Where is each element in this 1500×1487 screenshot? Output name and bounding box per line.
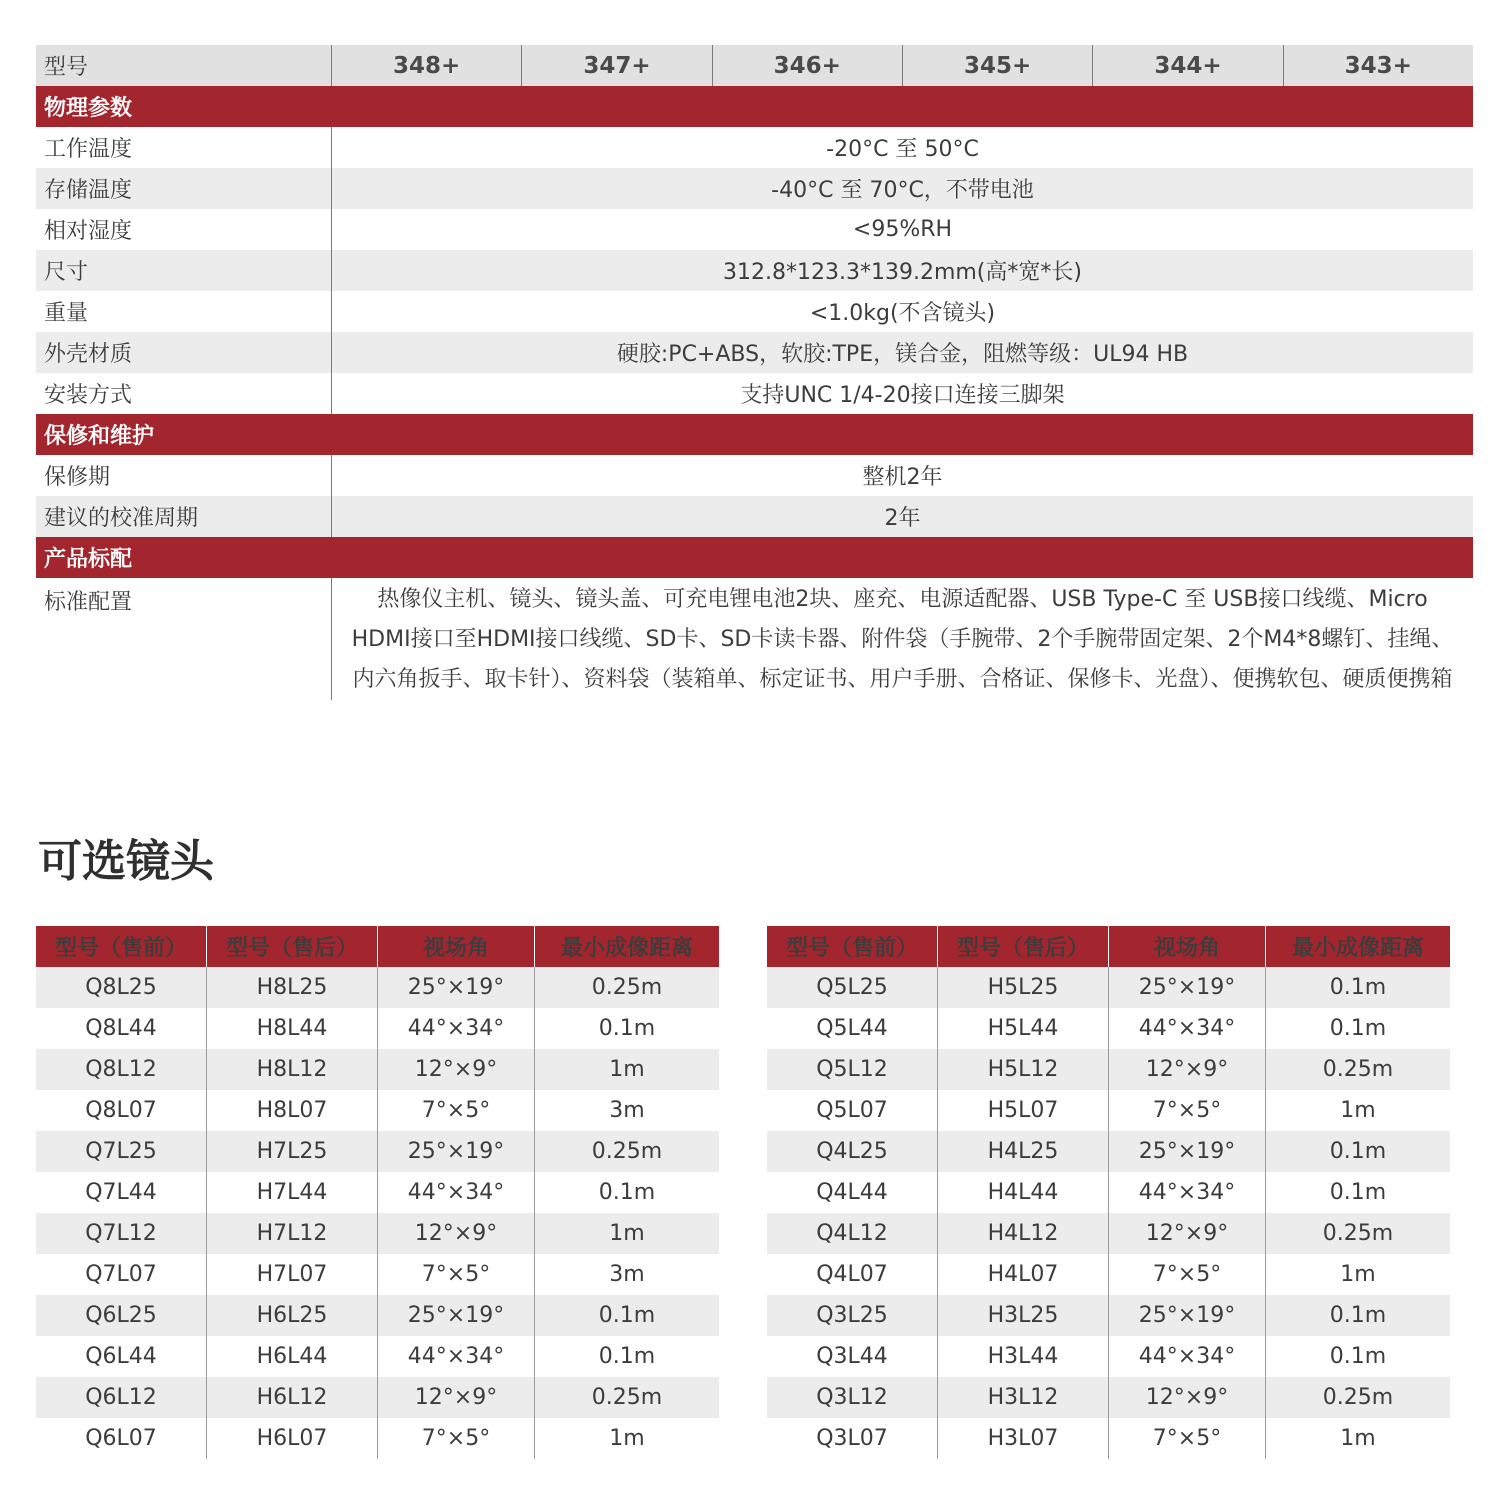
- lens-cell: 25°×19°: [1109, 967, 1266, 1008]
- spec-label: 存储温度: [36, 168, 332, 209]
- lens-cell: 0.1m: [1329, 1016, 1387, 1041]
- lens-cell: 0.1m: [1329, 1344, 1387, 1369]
- lens-cell: 0.25m: [591, 975, 663, 1000]
- lens-cell: 0.1m: [1329, 1139, 1387, 1164]
- lens-cell: 1m: [609, 1221, 645, 1246]
- lens-row: [767, 1172, 1450, 1213]
- lens-row: [36, 967, 719, 1008]
- lens-cell: H6L07: [207, 1418, 378, 1459]
- spec-row: [36, 209, 1473, 250]
- lens-header-cell: 型号（售前）: [36, 926, 207, 967]
- lens-row: [767, 1008, 1450, 1049]
- lens-cell: H8L07: [207, 1090, 378, 1131]
- lens-cell: H6L44: [207, 1336, 378, 1377]
- spec-value: -20°C 至 50°C: [826, 137, 979, 162]
- lens-header-cell: 视场角: [1109, 926, 1266, 967]
- lens-cell: Q7L25: [36, 1131, 207, 1172]
- lens-row: [36, 1172, 719, 1213]
- lens-cell: H7L44: [207, 1172, 378, 1213]
- spec-row: [36, 578, 1473, 700]
- spec-label: 工作温度: [36, 127, 332, 168]
- lens-row: [36, 1049, 719, 1090]
- lens-row: [767, 1049, 1450, 1090]
- lens-cell: Q3L12: [767, 1377, 938, 1418]
- lens-cell: Q8L44: [36, 1008, 207, 1049]
- lens-cell: 1m: [609, 1057, 645, 1082]
- lens-cell: 7°×5°: [378, 1254, 535, 1295]
- lens-header-cell: 最小成像距离: [560, 936, 693, 961]
- lens-cell: H3L07: [938, 1418, 1109, 1459]
- lens-cell: Q4L07: [767, 1254, 938, 1295]
- lens-cell: 1m: [1340, 1098, 1376, 1123]
- lens-cell: Q4L25: [767, 1131, 938, 1172]
- lens-cell: H6L25: [207, 1295, 378, 1336]
- lens-row: [767, 1336, 1450, 1377]
- spec-header-label: 型号: [36, 45, 332, 86]
- lens-table-left: [36, 926, 719, 1459]
- lens-cell: 44°×34°: [378, 1336, 535, 1377]
- lens-cell: Q7L12: [36, 1213, 207, 1254]
- lens-cell: H3L12: [938, 1377, 1109, 1418]
- lens-cell: Q4L12: [767, 1213, 938, 1254]
- spec-header-row: [36, 45, 1473, 86]
- lens-cell: H6L12: [207, 1377, 378, 1418]
- config-line: 内六角扳手、取卡针）、资料袋（装箱单、标定证书、用户手册、合格证、保修卡、光盘）、便携软包、硬质便携箱: [352, 667, 1453, 692]
- lens-cell: H4L44: [938, 1172, 1109, 1213]
- lens-cell: H7L25: [207, 1131, 378, 1172]
- lens-cell: Q5L12: [767, 1049, 938, 1090]
- spec-value: 2年: [884, 506, 921, 531]
- lens-cell: 0.25m: [1322, 1057, 1394, 1082]
- lens-cell: 25°×19°: [378, 1295, 535, 1336]
- lens-cell: Q7L44: [36, 1172, 207, 1213]
- model-header: 347+: [522, 45, 712, 86]
- spec-row: [36, 127, 1473, 168]
- lens-cell: H7L12: [207, 1213, 378, 1254]
- lens-cell: H8L44: [207, 1008, 378, 1049]
- lens-cell: Q6L44: [36, 1336, 207, 1377]
- lens-cell: 44°×34°: [378, 1008, 535, 1049]
- lens-cell: H5L07: [938, 1090, 1109, 1131]
- spec-label: 建议的校准周期: [36, 496, 332, 537]
- model-header: 344+: [1093, 45, 1283, 86]
- lens-cell: 25°×19°: [378, 1131, 535, 1172]
- lens-header-cell: 型号（售前）: [767, 926, 938, 967]
- lens-cell: Q8L07: [36, 1090, 207, 1131]
- lens-cell: H4L25: [938, 1131, 1109, 1172]
- lens-cell: 3m: [609, 1262, 645, 1287]
- lens-cell: Q3L07: [767, 1418, 938, 1459]
- lens-cell: Q4L44: [767, 1172, 938, 1213]
- lens-cell: 0.1m: [598, 1016, 656, 1041]
- lens-cell: H3L25: [938, 1295, 1109, 1336]
- spec-label: 重量: [36, 291, 332, 332]
- lens-cell: H8L12: [207, 1049, 378, 1090]
- lens-row: [767, 1377, 1450, 1418]
- spec-value: 支持UNC 1/4-20接口连接三脚架: [740, 383, 1065, 408]
- lens-cell: H3L44: [938, 1336, 1109, 1377]
- spec-value: 312.8*123.3*139.2mm(高*宽*长): [723, 260, 1082, 285]
- lens-cell: 7°×5°: [378, 1090, 535, 1131]
- lens-table-right: [767, 926, 1450, 1459]
- lens-row: [36, 1377, 719, 1418]
- section-title-standard-config: 产品标配: [36, 537, 1473, 578]
- lens-row: [36, 1254, 719, 1295]
- lens-cell: 0.1m: [1329, 1303, 1387, 1328]
- lens-cell: 7°×5°: [1109, 1090, 1266, 1131]
- section-title-physical: 物理参数: [36, 86, 1473, 127]
- spec-value: -40°C 至 70°C，不带电池: [771, 178, 1034, 203]
- lens-cell: 7°×5°: [1109, 1418, 1266, 1459]
- lens-cell: 44°×34°: [1109, 1008, 1266, 1049]
- spec-value: <1.0kg(不含镜头): [809, 301, 996, 326]
- spec-value: 整机2年: [862, 465, 943, 490]
- lens-row: [767, 967, 1450, 1008]
- lens-cell: 3m: [609, 1098, 645, 1123]
- lens-row: [36, 1295, 719, 1336]
- lens-header-row: [767, 926, 1450, 967]
- lens-row: [36, 1008, 719, 1049]
- spec-row: [36, 332, 1473, 373]
- lens-cell: H5L25: [938, 967, 1109, 1008]
- spec-row: [36, 496, 1473, 537]
- lens-cell: Q5L25: [767, 967, 938, 1008]
- lens-cell: H4L12: [938, 1213, 1109, 1254]
- lens-cell: 0.1m: [598, 1180, 656, 1205]
- spec-value: 硬胶:PC+ABS，软胶:TPE，镁合金，阻燃等级：UL94 HB: [616, 342, 1189, 367]
- lens-cell: H5L12: [938, 1049, 1109, 1090]
- spec-value: <95%RH: [852, 217, 953, 242]
- lens-cell: 1m: [609, 1426, 645, 1451]
- lens-cell: Q3L44: [767, 1336, 938, 1377]
- lens-cell: 0.25m: [1322, 1221, 1394, 1246]
- spec-row: [36, 250, 1473, 291]
- lens-cell: 44°×34°: [1109, 1172, 1266, 1213]
- spec-row: [36, 168, 1473, 209]
- lens-cell: 0.25m: [1322, 1385, 1394, 1410]
- spec-row: [36, 455, 1473, 496]
- lens-row: [36, 1213, 719, 1254]
- lens-cell: 0.25m: [591, 1385, 663, 1410]
- spec-label: 安装方式: [36, 373, 332, 414]
- spec-label: 外壳材质: [36, 332, 332, 373]
- lens-cell: 0.1m: [598, 1303, 656, 1328]
- lens-cell: 12°×9°: [378, 1213, 535, 1254]
- spec-label: 标准配置: [36, 578, 332, 700]
- spec-value-multiline: [332, 578, 1473, 700]
- lens-cell: 1m: [1340, 1426, 1376, 1451]
- lens-cell: 25°×19°: [1109, 1295, 1266, 1336]
- lens-header-cell: 视场角: [378, 926, 535, 967]
- spec-table: [36, 45, 1473, 700]
- lens-row: [767, 1213, 1450, 1254]
- lens-cell: Q8L25: [36, 967, 207, 1008]
- lens-cell: H8L25: [207, 967, 378, 1008]
- lens-cell: Q6L25: [36, 1295, 207, 1336]
- lens-cell: 25°×19°: [1109, 1131, 1266, 1172]
- lens-row: [767, 1295, 1450, 1336]
- config-line: HDMI接口至HDMI接口线缆、SD卡、SD卡读卡器、附件袋（手腕带、2个手腕带固定架、2个M4*8螺钉、挂绳、: [351, 627, 1454, 652]
- lens-cell: 12°×9°: [378, 1377, 535, 1418]
- lens-cell: H4L07: [938, 1254, 1109, 1295]
- lens-row: [36, 1131, 719, 1172]
- lens-cell: Q5L07: [767, 1090, 938, 1131]
- lens-section-title: 可选镜头: [38, 836, 214, 887]
- lens-header-cell: 型号（售后）: [207, 926, 378, 967]
- lens-row: [36, 1336, 719, 1377]
- model-header: 346+: [713, 45, 903, 86]
- lens-cell: Q6L07: [36, 1418, 207, 1459]
- lens-cell: 12°×9°: [1109, 1377, 1266, 1418]
- config-line: 热像仪主机、镜头、镜头盖、可充电锂电池2块、座充、电源适配器、USB Type-C 至 USB接口线缆、Micro: [377, 587, 1428, 612]
- lens-cell: 0.25m: [591, 1139, 663, 1164]
- spec-row: [36, 291, 1473, 332]
- lens-cell: Q5L44: [767, 1008, 938, 1049]
- lens-cell: 0.1m: [1329, 975, 1387, 1000]
- lens-cell: 12°×9°: [378, 1049, 535, 1090]
- lens-row: [36, 1090, 719, 1131]
- lens-row: [767, 1090, 1450, 1131]
- section-title-warranty: 保修和维护: [36, 414, 1473, 455]
- lens-row: [767, 1418, 1450, 1459]
- lens-cell: Q8L12: [36, 1049, 207, 1090]
- lens-cell: H7L07: [207, 1254, 378, 1295]
- lens-cell: 25°×19°: [378, 967, 535, 1008]
- lens-cell: 44°×34°: [1109, 1336, 1266, 1377]
- lens-header-cell: 最小成像距离: [1291, 936, 1424, 961]
- spec-row: [36, 373, 1473, 414]
- lens-cell: 7°×5°: [378, 1418, 535, 1459]
- spec-label: 保修期: [36, 455, 332, 496]
- lens-cell: H5L44: [938, 1008, 1109, 1049]
- lens-cell: Q3L25: [767, 1295, 938, 1336]
- lens-cell: 1m: [1340, 1262, 1376, 1287]
- lens-header-cell: 型号（售后）: [938, 926, 1109, 967]
- lens-cell: 0.1m: [598, 1344, 656, 1369]
- lens-row: [767, 1131, 1450, 1172]
- lens-header-row: [36, 926, 719, 967]
- lens-cell: 0.1m: [1329, 1180, 1387, 1205]
- lens-cell: 7°×5°: [1109, 1254, 1266, 1295]
- model-header: 343+: [1344, 52, 1412, 79]
- model-header: 348+: [332, 45, 522, 86]
- spec-label: 相对湿度: [36, 209, 332, 250]
- lens-cell: 12°×9°: [1109, 1213, 1266, 1254]
- lens-cell: Q7L07: [36, 1254, 207, 1295]
- lens-row: [36, 1418, 719, 1459]
- spec-label: 尺寸: [36, 250, 332, 291]
- lens-cell: 12°×9°: [1109, 1049, 1266, 1090]
- lens-cell: 44°×34°: [378, 1172, 535, 1213]
- lens-cell: Q6L12: [36, 1377, 207, 1418]
- lens-row: [767, 1254, 1450, 1295]
- model-header: 345+: [903, 45, 1093, 86]
